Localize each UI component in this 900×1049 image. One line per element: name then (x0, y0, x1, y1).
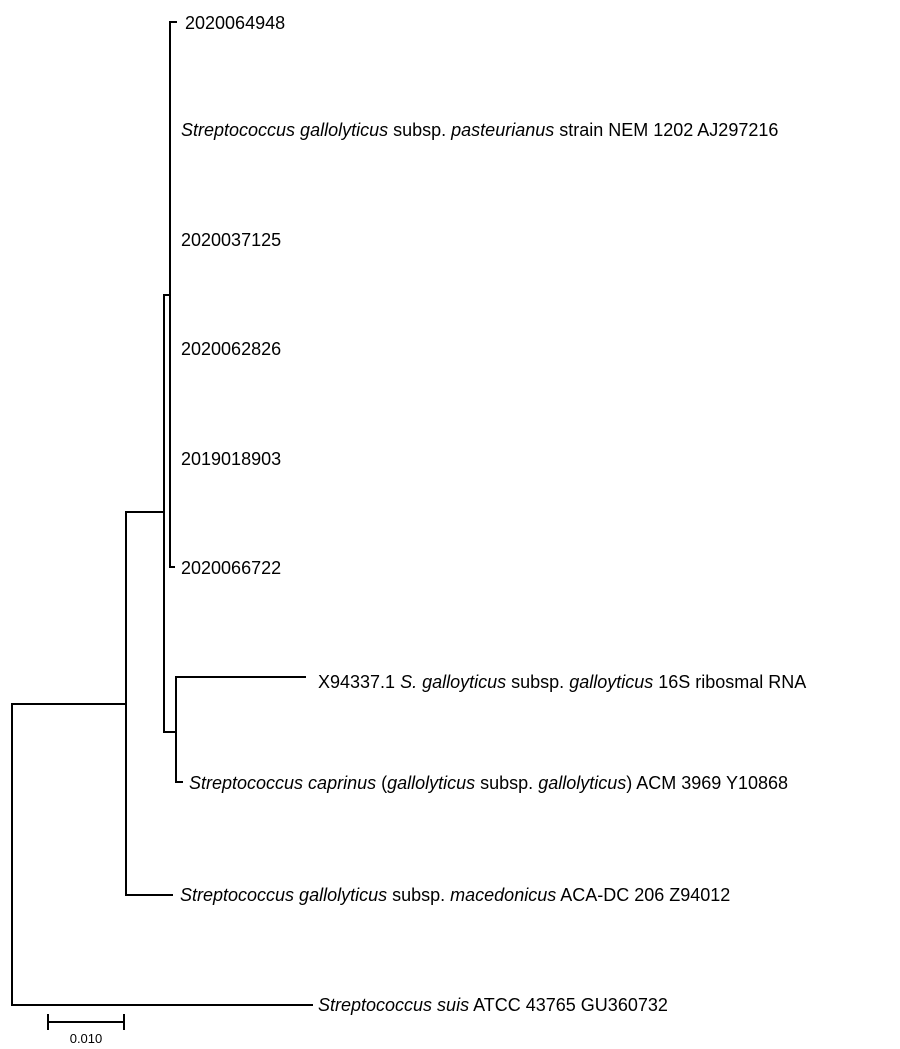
leaf-caprinus-label (189, 773, 788, 793)
leaf-macedonicus-part-1: subsp. (387, 885, 451, 905)
leaf-2020064948-part-0: 2020064948 (185, 13, 286, 33)
leaf-nem1202-part-0: Streptococcus gallolyticus (181, 120, 389, 140)
leaf-caprinus-part-3: subsp. (475, 773, 539, 793)
leaf-x94337-part-1: S. galloyticus (400, 672, 507, 692)
leaf-caprinus-part-5: ) ACM 3969 Y10868 (626, 773, 789, 793)
leaf-2020066722-label (181, 558, 281, 578)
leaf-x94337-part-3: galloyticus (569, 672, 654, 692)
leaf-2020066722-part-0: 2020066722 (181, 558, 282, 578)
leaf-2019018903-part-0: 2019018903 (181, 449, 282, 469)
leaf-nem1202-label (181, 120, 778, 140)
leaf-suis-label (318, 995, 668, 1015)
tree-leaf-labels (180, 13, 806, 1015)
leaf-nem1202-part-2: pasteurianus (451, 120, 555, 140)
leaf-x94337-part-4: 16S ribosmal RNA (653, 672, 807, 692)
scale-bar (48, 1015, 124, 1046)
leaf-macedonicus-part-3: ACA-DC 206 Z94012 (556, 885, 731, 905)
leaf-2020064948-label (185, 13, 285, 33)
leaf-x94337-part-2: subsp. (506, 672, 570, 692)
leaf-nem1202-part-1: subsp. (388, 120, 452, 140)
scale-bar-label: 0.010 (69, 1031, 103, 1046)
leaf-2020037125-part-0: 2020037125 (181, 230, 282, 250)
leaf-x94337-part-0: X94337.1 (318, 672, 401, 692)
leaf-macedonicus-part-0: Streptococcus gallolyticus (180, 885, 388, 905)
leaf-2020037125-label (181, 230, 281, 250)
leaf-macedonicus-label (180, 885, 730, 905)
leaf-suis-part-0: Streptococcus suis (318, 995, 470, 1015)
leaf-2020062826-part-0: 2020062826 (181, 339, 282, 359)
leaf-nem1202-part-3: strain NEM 1202 AJ297216 (554, 120, 779, 140)
leaf-caprinus-part-1: ( (376, 773, 388, 793)
leaf-suis-part-1: ATCC 43765 GU360732 (469, 995, 668, 1015)
leaf-caprinus-part-4: gallolyticus (538, 773, 627, 793)
leaf-caprinus-part-2: gallolyticus (387, 773, 476, 793)
leaf-caprinus-part-0: Streptococcus caprinus (189, 773, 377, 793)
tree-branches (12, 22, 312, 1005)
leaf-2019018903-label (181, 449, 281, 469)
leaf-2020062826-label (181, 339, 281, 359)
leaf-x94337-label (318, 672, 806, 692)
leaf-macedonicus-part-2: macedonicus (450, 885, 557, 905)
